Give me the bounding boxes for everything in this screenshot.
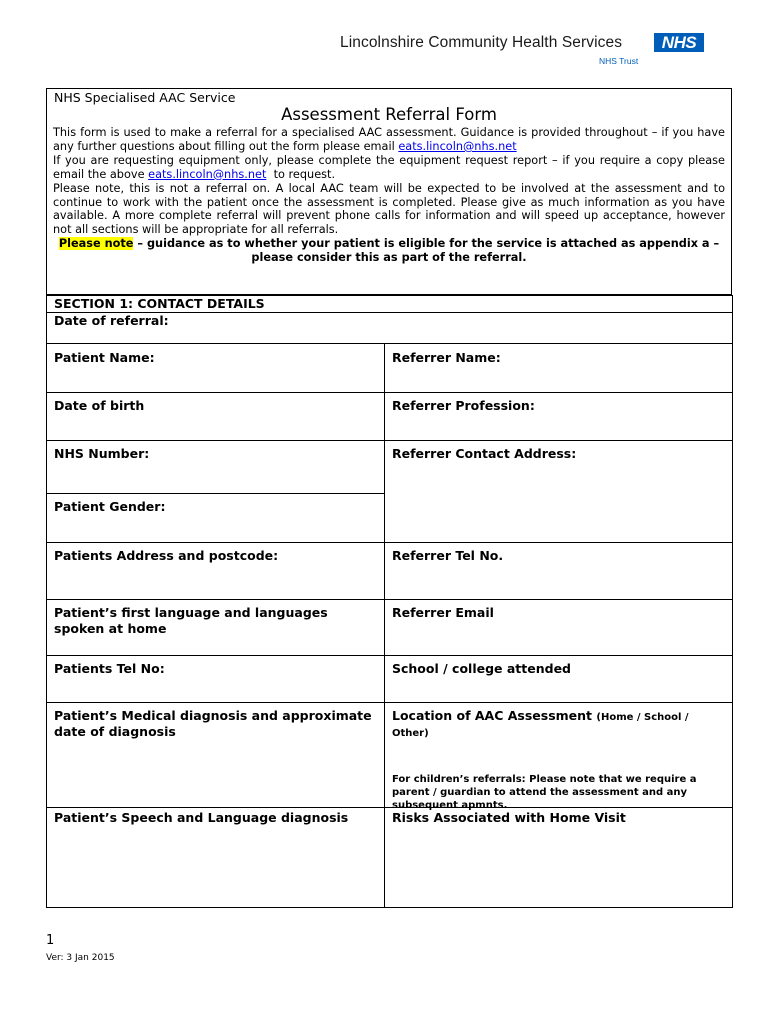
referrer-tel-field[interactable]: Referrer Tel No.	[385, 543, 733, 600]
nhs-logo: NHS	[654, 33, 704, 52]
page-header	[340, 30, 740, 70]
referrer-profession-field[interactable]: Referrer Profession:	[385, 393, 733, 441]
patient-gender-field[interactable]: Patient Gender:	[47, 494, 385, 543]
referrer-name-field[interactable]: Referrer Name:	[385, 344, 733, 393]
form-title: Assessment Referral Form	[281, 105, 497, 124]
nhs-number-field[interactable]: NHS Number:	[47, 441, 385, 494]
organisation-name: Lincolnshire Community Health Services	[340, 34, 623, 51]
children-referral-note: For children’s referrals: Please note that we require a parent / guardian to attend the assessment and any subsequent apmnts.	[392, 774, 697, 811]
email-link-2[interactable]: eats.lincoln@nhs.net	[148, 167, 267, 181]
intro-paragraph-1: This form is used to make a referral for a specialised AAC assessment. Guidance is provided throughout – if you have any further questions about filling out the form please email eats.lincoln@nhs.net	[53, 126, 725, 153]
email-link[interactable]: eats.lincoln@nhs.net	[398, 139, 517, 153]
patient-name-field[interactable]: Patient Name:	[47, 344, 385, 393]
intro-box	[46, 88, 732, 295]
guidance-note: Please note – guidance as to whether your patient is eligible for the service is attached as appendix a – please consider this as part of the referral.	[58, 237, 720, 265]
page-number: 1	[46, 933, 55, 948]
school-field[interactable]: School / college attended	[385, 656, 733, 703]
patient-address-field[interactable]: Patients Address and postcode:	[47, 543, 385, 600]
nhs-trust-label: NHS Trust	[599, 56, 639, 66]
patient-language-field[interactable]: Patient’s first language and languages spoken at home	[47, 600, 385, 656]
contact-details-table	[46, 295, 733, 908]
please-note-highlight: Please note	[58, 237, 134, 251]
date-of-referral-field[interactable]: Date of referral:	[47, 313, 733, 344]
intro-paragraph-2: If you are requesting equipment only, please complete the equipment request report – if you require a copy please email the above eats.lincoln@nhs.net to request.	[53, 153, 725, 181]
location-options: (Home / School / Other)	[392, 712, 689, 739]
version-label: Ver: 3 Jan 2015	[46, 953, 115, 963]
referrer-email-field[interactable]: Referrer Email	[385, 600, 733, 656]
date-of-birth-field[interactable]: Date of birth	[47, 393, 385, 441]
location-label: Location of AAC Assessment	[392, 708, 593, 723]
home-visit-risks-field[interactable]: Risks Associated with Home Visit	[385, 808, 733, 908]
referrer-address-field[interactable]: Referrer Contact Address:	[385, 441, 733, 543]
section-heading: SECTION 1: CONTACT DETAILS	[47, 296, 733, 313]
speech-diagnosis-field[interactable]: Patient’s Speech and Language diagnosis	[47, 808, 385, 908]
medical-diagnosis-field[interactable]: Patient’s Medical diagnosis and approximate date of diagnosis	[47, 703, 385, 808]
intro-paragraph-3: Please note, this is not a referral on. A local AAC team will be expected to be involved at the assessment and to continue to work with the patient once the assessment is completed. Please give as much information as you have available. A more complete referral will prevent phone calls for information and will speed up acceptance, however not all sections will be appropriate for all referrals.	[53, 181, 725, 237]
service-name: NHS Specialised AAC Service	[54, 90, 236, 105]
assessment-location-field[interactable]	[385, 703, 733, 811]
patient-tel-field[interactable]: Patients Tel No:	[47, 656, 385, 703]
intro-text	[53, 126, 725, 265]
